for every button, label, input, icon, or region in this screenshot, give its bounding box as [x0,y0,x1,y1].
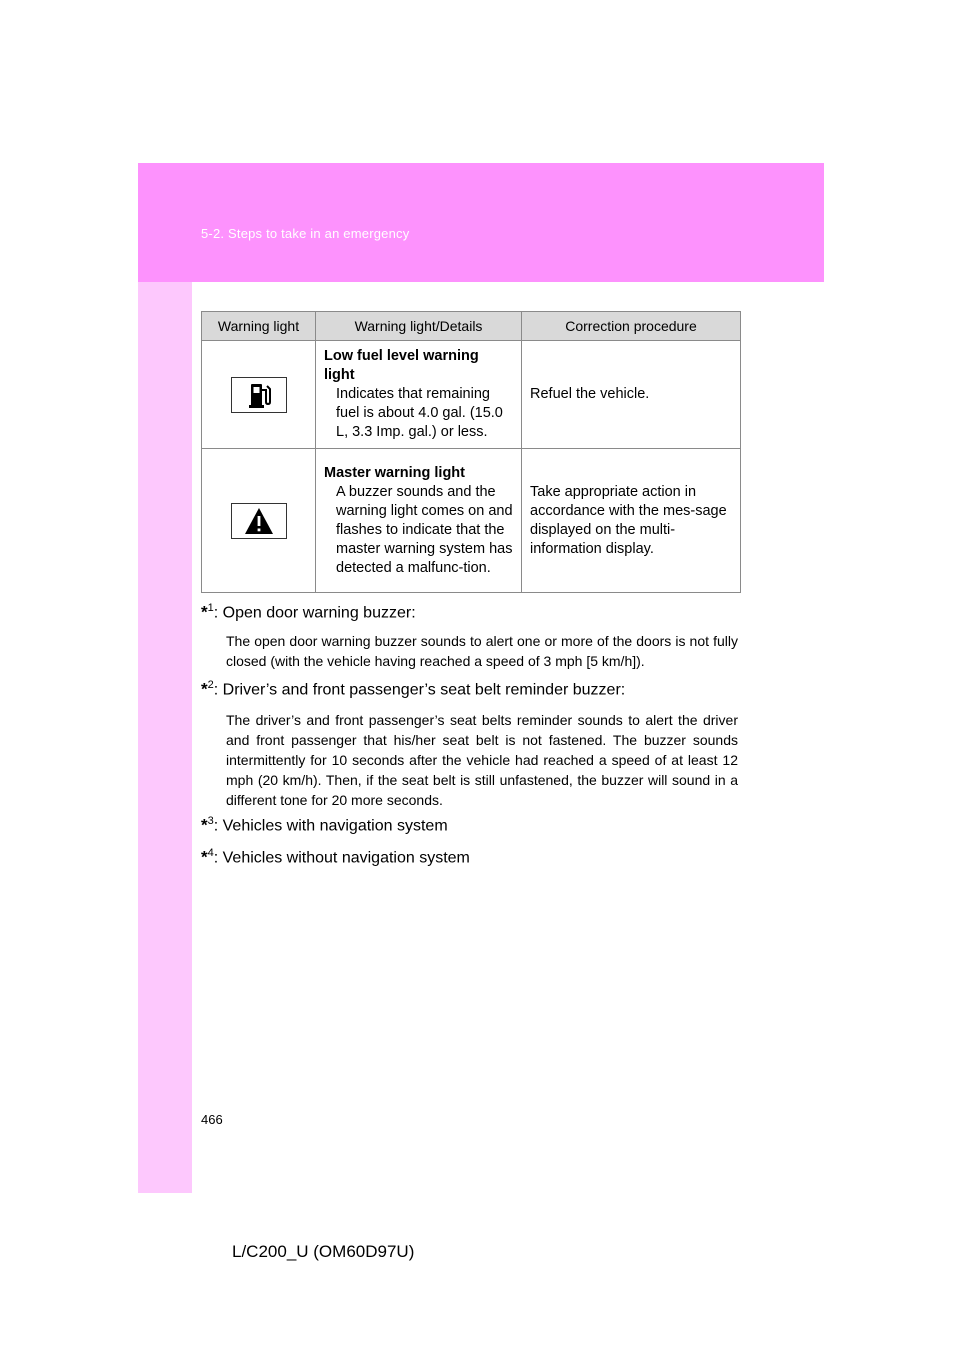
warning-light-table [201,311,741,593]
footnote-body: The open door warning buzzer sounds to alert one or more of the doors is not fully closed (with the vehicle having reached a speed of 3 mph [5 km/h]). [226,633,738,669]
warning-triangle-icon [231,503,287,539]
correction-cell: Refuel the vehicle. [522,341,741,449]
page-number: 466 [201,1112,223,1127]
footnote-heading [201,602,416,622]
footnote-title: : Vehicles with navigation system [213,817,448,835]
footnote-number: 3 [207,815,214,827]
footnote-marker: * [201,815,208,835]
footnote-marker: * [201,847,208,867]
footnote-heading [201,847,470,867]
section-breadcrumb: 5-2. Steps to take in an emergency [201,226,410,241]
footnote-heading [201,815,448,835]
detail-text: A buzzer sounds and the warning light comes on and flashes to indicate that the master warning system has detected a malfunc-tion. [336,483,513,576]
footnote-number: 1 [207,602,214,614]
column-header-correction: Correction procedure [522,312,741,341]
header-band [138,163,824,282]
warning-light-cell [202,449,316,593]
footnote-heading [201,679,625,699]
column-header-details: Warning light/Details [316,312,522,341]
warning-light-cell [202,341,316,449]
detail-text: Indicates that remaining fuel is about 4.0 gal. (15.0 L, 3.3 Imp. gal.) or less. [336,386,503,440]
table-row [202,449,741,593]
footnote-marker: * [201,602,208,622]
footnote-number: 4 [207,847,214,859]
details-cell [316,449,522,593]
footnote-marker: * [201,679,208,699]
footnote-title: : Driver’s and front passenger’s seat belt reminder buzzer: [213,681,626,699]
table-row [202,341,741,449]
footnote-title: : Open door warning buzzer: [213,604,416,622]
footnote-number: 2 [207,679,214,691]
column-header-warning-light: Warning light [202,312,316,341]
document-code: L/C200_U (OM60D97U) [232,1242,415,1261]
details-cell [316,341,522,449]
footnote-title: : Vehicles without navigation system [213,849,470,867]
side-band [138,163,192,1193]
correction-cell: Take appropriate action in accordance with the mes-sage displayed on the multi-information display. [522,449,741,593]
detail-title: Master warning light [324,464,465,481]
table-header-row [202,312,741,341]
footnote-body: The driver’s and front passenger’s seat belts reminder sounds to alert the driver and front passenger that his/her seat belt is not fastened. The buzzer sounds intermittently for 10 seconds after the vehicle had reached a speed of at least 12 mph (20 km/h). Then, if the seat belt is still unfastened, the buzzer will sound in a different tone for 20 more seconds. [226,712,738,808]
detail-title: Low fuel level warning light [324,348,479,383]
fuel-pump-icon [231,377,287,413]
